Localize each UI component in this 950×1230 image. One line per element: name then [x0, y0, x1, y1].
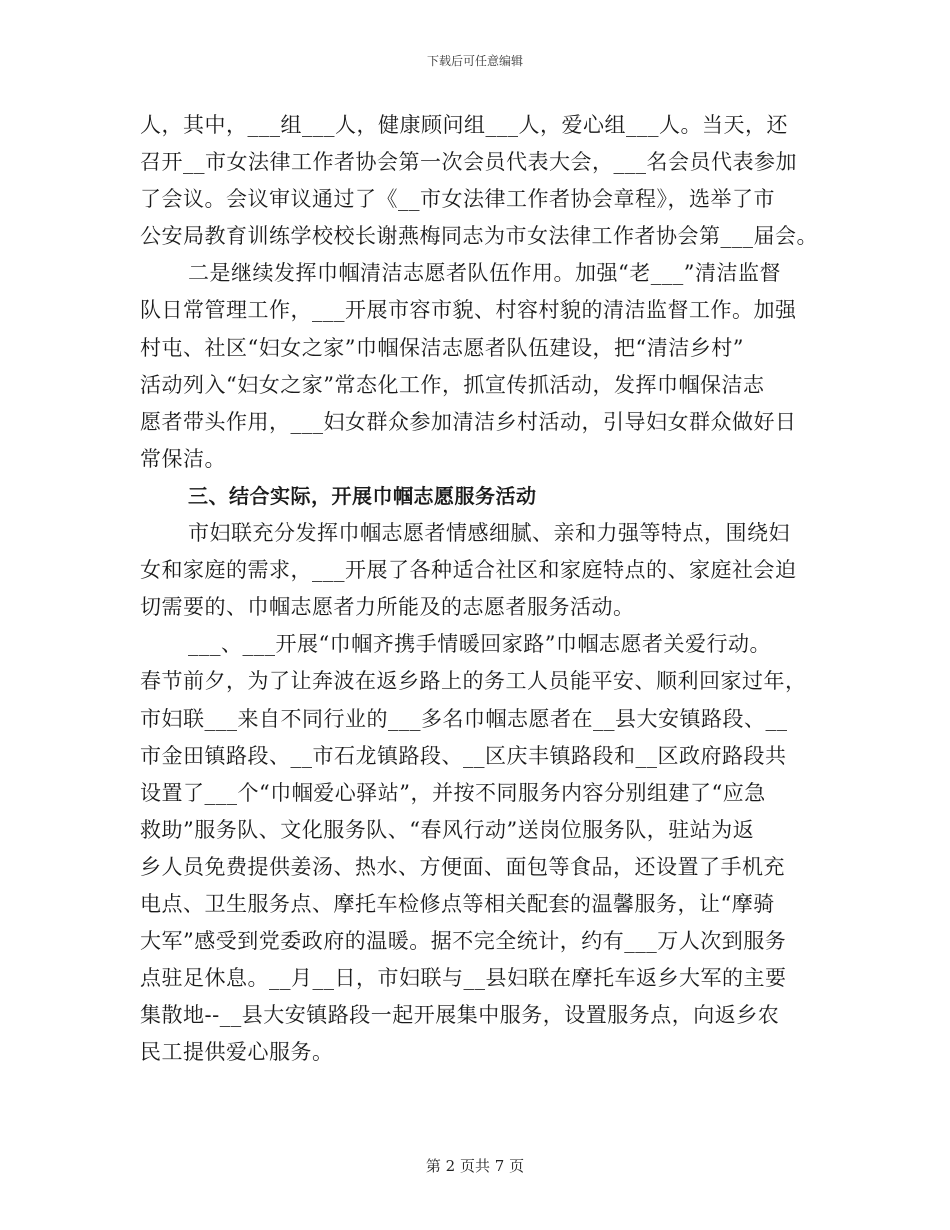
- body-line: 民工提供爱心服务。: [140, 1040, 334, 1065]
- body-line: 乡人员免费提供姜汤、热水、方便面、面包等食品，还设置了手机充: [140, 854, 785, 879]
- body-line: 电点、卫生服务点、摩托车检修点等相关配套的温馨服务，让“摩骑: [140, 891, 775, 916]
- section-heading: 三、结合实际，开展巾帼志愿服务活动: [188, 483, 537, 508]
- paragraph-start-line: 市妇联充分发挥巾帼志愿者情感细腻、亲和力强等特点，围绕妇: [188, 521, 790, 546]
- body-line: 救助”服务队、文化服务队、“春风行动”送岗位服务队，驻站为返: [140, 817, 755, 842]
- body-line: 村屯、社区“妇女之家”巾帼保洁志愿者队伍建设，把“清洁乡村”: [140, 335, 744, 360]
- body-line: 愿者带头作用，___妇女群众参加清洁乡村活动，引导妇女群众做好日: [140, 409, 797, 434]
- paragraph-start-line: 二是继续发挥巾帼清洁志愿者队伍作用。加强“老___”清洁监督: [188, 261, 781, 286]
- body-line: 人，其中，___组___人，健康顾问组___人，爱心组___人。当天，还: [140, 113, 788, 137]
- body-line: 女和家庭的需求，___开展了各种适合社区和家庭特点的、家庭社会迫: [140, 558, 797, 583]
- body-line: 队日常管理工作，___开展市容市貌、村容村貌的清洁监督工作。加强: [140, 298, 797, 323]
- body-line: 集散地--__县大安镇路段一起开展集中服务，设置服务点，向返乡农: [140, 1003, 780, 1028]
- body-line: 点驻足休息。__月__日，市妇联与__县妇联在摩托车返乡大军的主要: [140, 966, 787, 991]
- body-line: 大军”感受到党委政府的温暖。据不完全统计，约有___万人次到服务: [140, 929, 787, 954]
- body-line: 设置了___个“巾帼爱心驿站”，并按不同服务内容分别组建了“应急: [140, 780, 766, 805]
- body-line: 市金田镇路段、__市石龙镇路段、__区庆丰镇路段和__区政府路段共: [140, 743, 787, 768]
- body-line: 春节前夕，为了让奔波在返乡路上的务工人员能平安、顺利回家过年，: [140, 669, 807, 694]
- paragraph-start-line: ___、___开展“巾帼齐携手情暖回家路”巾帼志愿者关爱行动。: [188, 632, 771, 657]
- body-line: 常保洁。: [140, 446, 226, 471]
- body-line: 市妇联___来自不同行业的___多名巾帼志愿者在__县大安镇路段、__: [140, 706, 788, 731]
- body-line: 切需要的、巾帼志愿者力所能及的志愿者服务活动。: [140, 595, 635, 620]
- page-footer: 第 2 页共 7 页: [425, 1157, 525, 1175]
- document-body: [140, 107, 818, 1071]
- body-line: 活动列入“妇女之家”常态化工作，抓宣传抓活动，发挥巾帼保洁志: [140, 372, 765, 397]
- body-line: 公安局教育训练学校校长谢燕梅同志为市女法律工作者协会第___届会。: [140, 224, 818, 249]
- page-header: 下载后可任意编辑: [426, 54, 523, 68]
- body-line: 了会议。会议审议通过了《__市女法律工作者协会章程》，选举了市: [140, 187, 775, 212]
- body-line: 召开__市女法律工作者协会第一次会员代表大会，___名会员代表参加: [140, 150, 797, 175]
